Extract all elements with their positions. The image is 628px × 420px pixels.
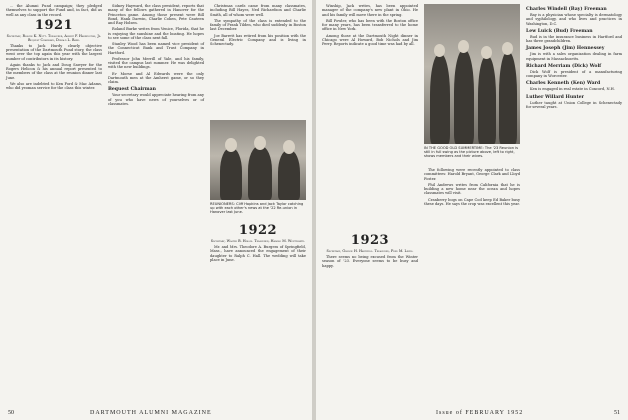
paragraph: Bay is a physician whose specialty is dermatology and syphilology, and who lives and practices in Washington, D.C. xyxy=(526,13,622,26)
photo-caption: IN THE GOOD OLD SUMMERTIME: The '23 Reunion is still in full swing as the picture above, left to right, shows members and their wives. xyxy=(424,146,519,159)
left-column-3 xyxy=(210,4,306,48)
person-face xyxy=(434,44,445,57)
person-heading: Charles Windell (Bay) Freeman xyxy=(526,7,607,12)
paragraph: Sidney Hayward, the class president, reports that many of the fellows gathered in Hanover for the Princeton game. Among those present were Bill Bond, Hank Darwin, Charlie Cohen, Pete Cauteen and Ray Holsen. xyxy=(108,4,204,25)
right-column-3 xyxy=(526,4,622,111)
paragraph: Bud is in the insurance business in Hartford and has three grandchildren. xyxy=(526,34,622,43)
right-page xyxy=(316,0,628,420)
paragraph: Phil Andrews writes from California that he is building a new home near the ocean and hopes classmates will visit. xyxy=(424,182,520,196)
magazine-footer: DARTMOUTH ALUMNI MAGAZINE xyxy=(90,410,212,416)
paragraph: Stanley Wood has been named vice president of the Connecticut Bank and Trust Company in Hartford. xyxy=(108,42,204,55)
paragraph: Thanks to Jack Hurdy clearly objective presentation of the Dartmouth Fund story, the class went over the top again this year with the largest number of contributors in its history. xyxy=(6,43,102,61)
right-column-1 xyxy=(322,4,418,48)
left-page xyxy=(0,0,312,420)
section-heading: Bequest Chairman xyxy=(108,87,156,93)
right-column-1-lower xyxy=(322,232,418,270)
person-figure xyxy=(248,146,272,200)
reunion-photo xyxy=(210,120,306,200)
paragraph: Mr. and Mrs. Theodore A. Burgess of Springfield, Mass., have announced the engagement of their daughter to Ralph C. Hall. The wedding will take place in June. xyxy=(210,245,306,262)
person-face xyxy=(502,42,513,55)
paragraph: Winship, Jack writes, has been appointed manager of the company's new plant in Ohio. He and his family will move there in the spring. xyxy=(322,4,418,17)
person-figure xyxy=(499,52,517,144)
person-face xyxy=(254,136,266,150)
left-column-3-lower xyxy=(210,222,306,264)
person-face xyxy=(481,46,492,59)
paragraph: The following were recently appointed to class committees: Harold Bryant, George Clark and Lloyd Foster. xyxy=(424,168,520,181)
paragraph: Dick Wolf is president of a manufacturing company in Worcester. xyxy=(526,69,622,78)
issue-footer: Issue of FEBRUARY 1952 xyxy=(436,410,524,416)
paragraph: Professor John Merrill of Yale, and his family, visited the campus last summer. He was delighted with the new buildings. xyxy=(108,56,204,70)
paragraph: Again thanks to Jack and Doug Sawyer for the Rogers Helicon & his annual report presented to the members of the class at the reunion dinner last June. xyxy=(6,62,102,80)
paragraph: Ken is engaged in real estate in Concord, N.H. xyxy=(530,87,615,92)
paragraph: Christmas cards came from many classmates, including Bill Hayes, Ned Richardson and Charlie Smith, all of whom were well. xyxy=(210,4,306,17)
person-figure xyxy=(430,54,450,144)
person-heading: Richard Merriam (Dick) Wolf xyxy=(526,63,602,69)
paragraph: Jim is with a sales organization dealing in farm equipment in Massachusetts. xyxy=(526,52,622,61)
person-heading: Luther Willard Hunter xyxy=(526,94,584,100)
person-heading: Charles Kenneth (Ken) Ward xyxy=(526,81,601,87)
summertime-photo xyxy=(424,4,520,144)
paragraph: There seems no being excused from the Winter season of '23. Everyone seems to be busy and happy. xyxy=(322,255,418,268)
page-number: 51 xyxy=(614,410,620,416)
paragraph: Roland Burke writes from Venice, Florida, that he is enjoying the sunshine and the boating. He hopes to see some of the class next fall. xyxy=(108,27,204,40)
paragraph: Joe Barrett has retired from his position with the General Electric Company and is living in Schenectady. xyxy=(210,33,306,46)
paragraph: Your secretary would appreciate hearing from any of you who have news of yourselves or of classmates. xyxy=(108,93,204,106)
intro-text: ... the Alumni Fund campaign; they pledged themselves to support the Fund and, in fact, did as well as any class in the record. xyxy=(6,4,102,17)
photo-caption: REUNIONERS: Cliff Hopkins and Jack Taylor catching up with each other's news at the '22 Re-union in Hanover last June. xyxy=(210,202,304,215)
person-figure xyxy=(454,50,474,144)
paragraph: Among those at the Dartmouth Night dinner in Chicago were Al Howard, Bob Nichols and Jim Perry. Reports indicate a good time was had by all. xyxy=(322,33,418,46)
class-year-heading: 1921 xyxy=(34,17,74,33)
person-face xyxy=(225,138,237,152)
left-column-1 xyxy=(6,4,102,92)
paragraph: The sympathy of the class is extended to the family of Frank Tilden, who died suddenly in Boston last December. xyxy=(210,18,306,32)
class-officers: Secretary, Roscoe K. Nutt. Treasurer, Albert F. Harrington, Jr. Bequest Chairman, Donald L. Barr. xyxy=(6,33,102,42)
paragraph: Ev Morse and Al Edwards were the only Dartmouth men at the Amherst game, or so they claim. xyxy=(108,71,204,84)
paragraph: Bill Fowler, who has been with the Boston office for many years, has been transferred to the home office in New York. xyxy=(322,18,418,32)
class-officers: Secretary, Walter B. Hollis. Treasurer, Harold M. Wentworth. xyxy=(210,239,306,243)
class-year-heading: 1923 xyxy=(350,233,390,248)
person-figure xyxy=(220,148,242,200)
paragraph: Luther taught at Union College in Schenectady for several years. xyxy=(526,100,622,109)
person-figure xyxy=(478,56,496,144)
person-heading: Lew Luick (Bud) Freeman xyxy=(526,28,593,34)
person-heading: James Joseph (Jim) Hennessey xyxy=(526,46,605,52)
left-column-2 xyxy=(108,4,204,108)
paragraph: We also are indebted to Ken Ford & Mac Adams, who did yeoman service for the class this winter. xyxy=(6,81,102,90)
right-column-2 xyxy=(424,168,520,208)
person-face xyxy=(458,40,469,53)
person-figure xyxy=(278,150,300,200)
class-officers: Secretary, George H. Hartwell. Treasurer, Fred M. Lewis. xyxy=(326,249,414,253)
person-face xyxy=(283,140,295,154)
class-year-heading: 1922 xyxy=(238,223,278,238)
page-number: 50 xyxy=(8,410,14,416)
paragraph: Cranberry bogs on Cape Cod keep Ed Baker busy these days. He says the crop was excellent this year. xyxy=(424,197,520,206)
